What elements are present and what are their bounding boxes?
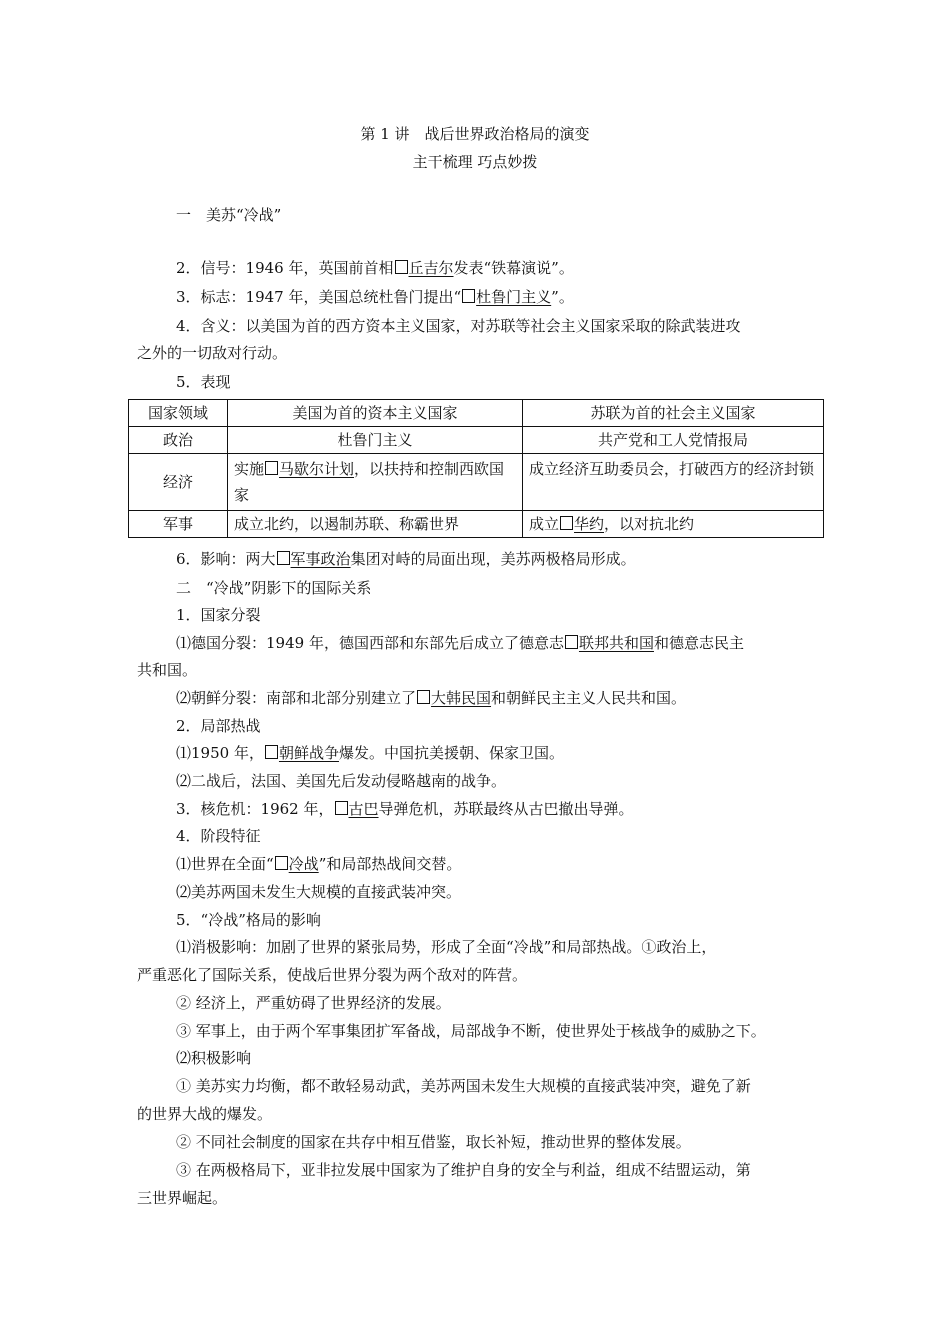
table-header-cell: 苏联为首的社会主义国家 <box>523 400 824 427</box>
answer-blank: 古巴 <box>348 800 379 818</box>
answer-blank: 马歇尔计划 <box>279 460 355 478</box>
answer-box-icon <box>417 690 430 704</box>
answer-box-icon <box>275 856 288 870</box>
answer-blank: 大韩民国 <box>431 689 492 707</box>
answer-blank: 丘吉尔 <box>408 259 454 277</box>
answer-box-icon <box>462 289 475 303</box>
paragraph-meaning-line1: 4．含义：以美国为首的西方资本主义国家，对苏联等社会主义国家采取的除武装进攻 <box>176 317 741 335</box>
paragraph-mark: 3．标志：1947 年，美国总统杜鲁门提出“ 杜鲁门主义”。 <box>176 288 574 306</box>
table-cell: 共产党和工人党情报局 <box>523 427 824 454</box>
paragraph-negative-line2: 严重恶化了国际关系，使战后世界分裂为两个敌对的阵营。 <box>137 966 528 984</box>
table-row <box>129 454 824 511</box>
item-heading: 1．国家分裂 <box>176 606 261 624</box>
paragraph-manifestation: 5．表现 <box>176 373 231 391</box>
paragraph-positive-heading: ⑵积极影响 <box>176 1049 252 1067</box>
table-header-row <box>129 400 824 427</box>
paragraph-impact: 6．影响：两大 军事政治集团对峙的局面出现，美苏两极格局形成。 <box>176 550 636 568</box>
paragraph-feature-1: ⑴世界在全面“ 冷战”和局部热战间交替。 <box>176 855 462 873</box>
table-row <box>129 427 824 454</box>
paragraph-germany: ⑴德国分裂：1949 年，德国西部和东部先后成立了德意志 联邦共和国和德意志民主 <box>176 634 744 652</box>
answer-blank: 军事政治 <box>290 550 351 568</box>
table-header-cell: 国家领域 <box>129 400 228 427</box>
item-heading: 4．阶段特征 <box>176 827 261 845</box>
paragraph-feature-2: ⑵美苏两国未发生大规模的直接武装冲突。 <box>176 883 462 901</box>
paragraph-nuclear-crisis: 3．核危机：1962 年， 古巴导弹危机，苏联最终从古巴撤出导弹。 <box>176 800 634 818</box>
paragraph-korea: ⑵朝鲜分裂：南部和北部分别建立了 大韩民国和朝鲜民主主义人民共和国。 <box>176 689 687 707</box>
page-title: 第 1 讲 战后世界政治格局的演变 <box>360 125 590 143</box>
paragraph-third-world-line1: ③ 在两极格局下，亚非拉发展中国家为了维护自身的安全与利益，组成不结盟运动，第 <box>176 1161 751 1179</box>
section-heading-1: 一 美苏“冷战” <box>176 206 282 224</box>
item-heading: 2．局部热战 <box>176 717 261 735</box>
answer-box-icon <box>395 260 408 274</box>
table-cell: 杜鲁门主义 <box>228 427 523 454</box>
paragraph-coexistence: ② 不同社会制度的国家在共存中相互借鉴，取长补短，推动世界的整体发展。 <box>176 1133 691 1151</box>
answer-box-icon <box>565 635 578 649</box>
answer-box-icon <box>560 516 573 530</box>
answer-blank: 杜鲁门主义 <box>476 288 552 306</box>
paragraph-meaning-line2: 之外的一切敌对行动。 <box>137 344 288 362</box>
table-header-cell: 美国为首的资本主义国家 <box>228 400 523 427</box>
paragraph-military: ③ 军事上，由于两个军事集团扩军备战，局部战争不断，使世界处于核战争的威胁之下。 <box>176 1022 766 1040</box>
answer-box-icon <box>265 745 278 759</box>
answer-blank: 联邦共和国 <box>578 634 654 652</box>
answer-box-icon <box>277 551 290 565</box>
answer-blank: 冷战 <box>288 855 319 873</box>
table-row <box>129 511 824 538</box>
paragraph-signal: 2．信号：1946 年，英国前首相 丘吉尔发表“铁幕演说”。 <box>176 259 574 277</box>
answer-blank: 朝鲜战争 <box>278 744 339 762</box>
table-cell: 军事 <box>129 511 228 538</box>
table-cell: 成立经济互助委员会，打破西方的经济封锁 <box>523 454 824 511</box>
table-cell: 成立 华约，以对抗北约 <box>523 511 824 538</box>
paragraph-korean-war: ⑴1950 年， 朝鲜战争爆发。中国抗美援朝、保家卫国。 <box>176 744 564 762</box>
section-heading-2: 二 “冷战”阴影下的国际关系 <box>176 579 372 597</box>
paragraph-germany-line2: 共和国。 <box>137 661 198 679</box>
paragraph-balance-line2: 的世界大战的爆发。 <box>137 1105 273 1123</box>
answer-box-icon <box>265 461 278 475</box>
answer-blank: 华约 <box>574 515 605 533</box>
paragraph-negative-line1: ⑴消极影响：加剧了世界的紧张局势，形成了全面“冷战”和局部热战。①政治上， <box>176 938 717 956</box>
page-subtitle: 主干梳理 巧点妙拨 <box>412 153 538 171</box>
table-cell: 经济 <box>129 454 228 511</box>
item-heading: 5．“冷战”格局的影响 <box>176 911 321 929</box>
paragraph-third-world-line2: 三世界崛起。 <box>137 1189 228 1207</box>
table-cell: 成立北约，以遏制苏联、称霸世界 <box>228 511 523 538</box>
table-cell: 政治 <box>129 427 228 454</box>
table-cell: 实施 马歇尔计划，以扶持和控制西欧国家 <box>228 454 523 511</box>
paragraph-vietnam: ⑵二战后，法国、美国先后发动侵略越南的战争。 <box>176 772 507 790</box>
paragraph-economic: ② 经济上，严重妨碍了世界经济的发展。 <box>176 994 451 1012</box>
comparison-table <box>128 399 824 538</box>
paragraph-balance-line1: ① 美苏实力均衡，都不敢轻易动武，美苏两国未发生大规模的直接武装冲突，避免了新 <box>176 1077 751 1095</box>
answer-box-icon <box>335 801 348 815</box>
